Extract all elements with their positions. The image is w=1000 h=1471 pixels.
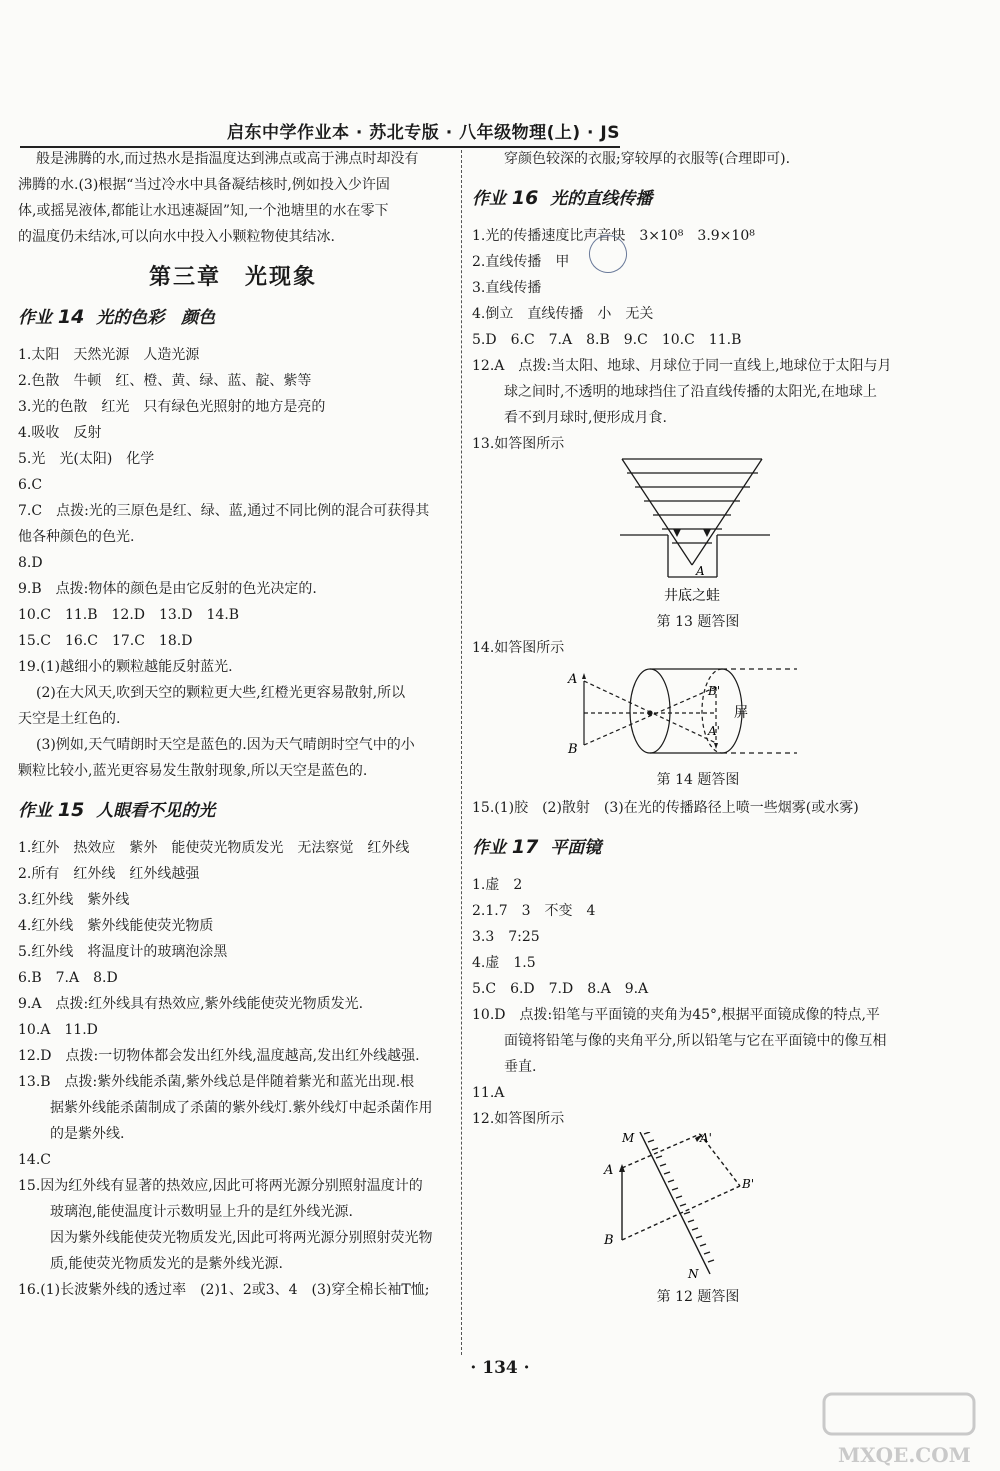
screen-label: 屏 <box>734 705 748 721</box>
section-heading-14 <box>18 305 448 330</box>
mirror-m-label: M <box>622 1132 635 1145</box>
answer-line: 3.直线传播 <box>472 280 542 296</box>
answer-line: 5.红外线 将温度计的玻璃泡涂黑 <box>18 944 228 960</box>
answer-line: 4.吸收 反射 <box>18 425 102 441</box>
plane-mirror-diagram <box>472 1132 924 1282</box>
page-header <box>0 110 1000 150</box>
pinhole-diagram <box>472 661 924 765</box>
answer-line: 15.因为红外线有显著的热效应,因此可将两光源分别照射温度计的 <box>18 1178 423 1194</box>
section-label: 作业 <box>472 838 506 858</box>
answer-line: 球之间时,不透明的地球挡住了沿直线传播的太阳光,在地球上 <box>504 384 877 400</box>
text-line: 般是沸腾的水,而过热水是指温度达到沸点或高于沸点时却没有 <box>36 151 419 167</box>
answer-line: 2.色散 牛顿 红、橙、黄、绿、蓝、靛、紫等 <box>18 373 312 389</box>
answer-line: 玻璃泡,能使温度计示数明显上升的是红外线光源. <box>50 1204 353 1220</box>
text-line: 沸腾的水.(3)根据“当过冷水中具备凝结核时,例如投入少许固 <box>18 177 390 193</box>
section-number: 14 <box>57 306 85 328</box>
section-heading-17 <box>472 835 924 860</box>
point-a-prime-label: A' <box>708 724 720 738</box>
answer-line: 的是紫外线. <box>50 1126 125 1142</box>
answer-line: 15.(1)胶 (2)散射 (3)在光的传播路径上喷一些烟雾(或水雾) <box>472 800 859 816</box>
answer-line: 质,能使荧光物质发光的是紫外线光源. <box>50 1256 283 1272</box>
answer-line: (3)例如,天气晴朗时天空是蓝色的.因为天气晴朗时空气中的小 <box>36 737 415 753</box>
watermark-logo <box>820 1390 990 1470</box>
arrow-icon <box>673 529 681 537</box>
answer-line: 7.C 点拨:光的三原色是红、绿、蓝,通过不同比例的混合可获得其 <box>18 503 430 519</box>
answer-line: 他各种颜色的色光. <box>18 529 135 545</box>
arrow-icon <box>703 529 711 537</box>
answer-line: 3.3 7:25 <box>472 929 540 945</box>
chapter-title: 第三章 光现象 <box>148 264 317 290</box>
section-label: 作业 <box>18 308 52 328</box>
answer-line: 看不到月球时,便形成月食. <box>504 410 667 426</box>
answer-line: 4.红外线 紫外线能使荧光物质 <box>18 918 214 934</box>
section-number: 15 <box>57 799 85 821</box>
answer-line: 3.红外线 紫外线 <box>18 892 130 908</box>
answer-line: 因为紫外线能使荧光物质发光,因此可将两光源分别照射荧光物 <box>50 1230 433 1246</box>
section-heading-15 <box>18 798 448 823</box>
answer-line: 11.A <box>472 1085 505 1101</box>
answer-line: 19.(1)越细小的颗粒越能反射蓝光. <box>18 659 233 675</box>
section-number: 17 <box>511 836 539 858</box>
point-a-label: A <box>696 564 705 578</box>
answer-line: 5.光 光(太阳) 化学 <box>18 451 155 467</box>
answer-line: 10.A 11.D <box>18 1022 98 1038</box>
figure-caption: 第 12 题答图 <box>656 1289 740 1305</box>
point-b-prime-label: B' <box>708 684 721 698</box>
point-b-label: B <box>604 1233 614 1248</box>
answer-line: 9.A 点拨:红外线具有热效应,紫外线能使荧光物质发光. <box>18 996 364 1012</box>
answer-line: 16.(1)长波紫外线的透过率 (2)1、2或3、4 (3)穿全棉长袖T恤; <box>18 1282 430 1298</box>
answer-line: 1.虚 2 <box>472 877 523 893</box>
answer-line: 13.B 点拨:紫外线能杀菌,紫外线总是伴随着紫光和蓝光出现.根 <box>18 1074 415 1090</box>
arrow-icon <box>714 743 718 749</box>
answer-line: 6.C <box>18 477 43 493</box>
answer-line: 4.倒立 直线传播 小 无关 <box>472 306 654 322</box>
answer-line: 天空是土红色的. <box>18 711 121 727</box>
answer-line: 10.C 11.B 12.D 13.D 14.B <box>18 607 240 623</box>
answer-line: 10.D 点拨:铅笔与平面镜的夹角为45°,根据平面镜成像的特点,平 <box>472 1007 880 1023</box>
answer-line: 垂直. <box>504 1059 537 1075</box>
point-a-prime-label: A' <box>700 1132 712 1145</box>
arrow-icon <box>619 1164 625 1172</box>
page-number: · 134 · <box>470 1358 530 1378</box>
section-title: 人眼看不见的光 <box>96 801 216 821</box>
watermark-text: MXQE.COM <box>838 1443 971 1467</box>
text-line: 的温度仍未结冰,可以向水中投入小颗粒物使其结冰. <box>18 229 335 245</box>
point-b-label: B <box>568 742 578 757</box>
answer-line: 面镜将铅笔与像的夹角平分,所以铅笔与它在平面镜中的像互相 <box>504 1033 887 1049</box>
answer-line: 1.光的传播速度比声音快 3×10⁸ 3.9×10⁸ <box>472 228 755 244</box>
answer-line: 2.1.7 3 不变 4 <box>472 903 596 919</box>
answer-line: 3.光的色散 红光 只有绿色光照射的地方是亮的 <box>18 399 326 415</box>
left-column <box>18 146 448 1303</box>
column-divider <box>461 150 462 1355</box>
section-title: 平面镜 <box>550 838 602 858</box>
answer-line: 12.D 点拨:一切物体都会发出红外线,温度越高,发出红外线越强. <box>18 1048 420 1064</box>
point-b-prime-label: B' <box>742 1177 755 1191</box>
answer-line: 4.虚 1.5 <box>472 955 536 971</box>
right-column <box>472 146 924 1306</box>
answer-line: 15.C 16.C 17.C 18.D <box>18 633 193 649</box>
answer-line: 14.如答图所示 <box>472 640 565 656</box>
answer-line: 8.D <box>18 555 43 571</box>
answer-line: 2.直线传播 甲 <box>472 254 570 270</box>
answer-line: 1.红外 热效应 紫外 能使荧光物质发光 无法察觉 红外线 <box>18 840 410 856</box>
answer-line: 2.所有 红外线 红外线越强 <box>18 866 200 882</box>
answer-line: 12.A 点拨:当太阳、地球、月球位于同一直线上,地球位于太阳与月 <box>472 358 892 374</box>
frog-caption: 井底之蛙 <box>664 588 720 604</box>
figure-caption: 第 14 题答图 <box>656 772 740 788</box>
answer-line: 据紫外线能杀菌制成了杀菌的紫外线灯.紫外线灯中起杀菌作用 <box>50 1100 433 1116</box>
answer-line: 13.如答图所示 <box>472 436 565 452</box>
section-heading-16 <box>472 186 924 211</box>
well-frog-diagram <box>472 457 924 607</box>
header-title: 启东中学作业本 · 苏北专版 · 八年级物理(上) · JS <box>227 123 620 143</box>
mirror-n-label: N <box>688 1267 699 1281</box>
section-label: 作业 <box>472 189 506 209</box>
section-title: 光的色彩 颜色 <box>96 308 216 328</box>
answer-line: 12.如答图所示 <box>472 1111 565 1127</box>
answer-line: 1.太阳 天然光源 人造光源 <box>18 347 200 363</box>
answer-line: 颗粒比较小,蓝光更容易发生散射现象,所以天空是蓝色的. <box>18 763 368 779</box>
answer-line: 5.D 6.C 7.A 8.B 9.C 10.C 11.B <box>472 332 742 348</box>
point-a-label: A <box>604 1163 614 1178</box>
figure-14 <box>472 661 924 789</box>
figure-12 <box>472 1132 924 1306</box>
text-line: 穿颜色较深的衣服;穿较厚的衣服等(合理即可). <box>504 151 791 167</box>
answer-line: (2)在大风天,吹到天空的颗粒更大些,红橙光更容易散射,所以 <box>36 685 406 701</box>
answer-line: 9.B 点拨:物体的颜色是由它反射的色光决定的. <box>18 581 317 597</box>
answer-line: 5.C 6.D 7.D 8.A 9.A <box>472 981 649 997</box>
section-title: 光的直线传播 <box>550 189 653 209</box>
arrow-icon <box>582 673 586 679</box>
section-number: 16 <box>511 187 539 209</box>
text-line: 体,或摇晃液体,都能让水迅速凝固”知,一个池塘里的水在零下 <box>18 203 389 219</box>
answer-line: 14.C <box>18 1152 51 1168</box>
figure-13 <box>472 457 924 631</box>
answer-line: 6.B 7.A 8.D <box>18 970 118 986</box>
section-label: 作业 <box>18 801 52 821</box>
figure-caption: 第 13 题答图 <box>656 614 740 630</box>
point-a-label: A <box>568 672 578 687</box>
